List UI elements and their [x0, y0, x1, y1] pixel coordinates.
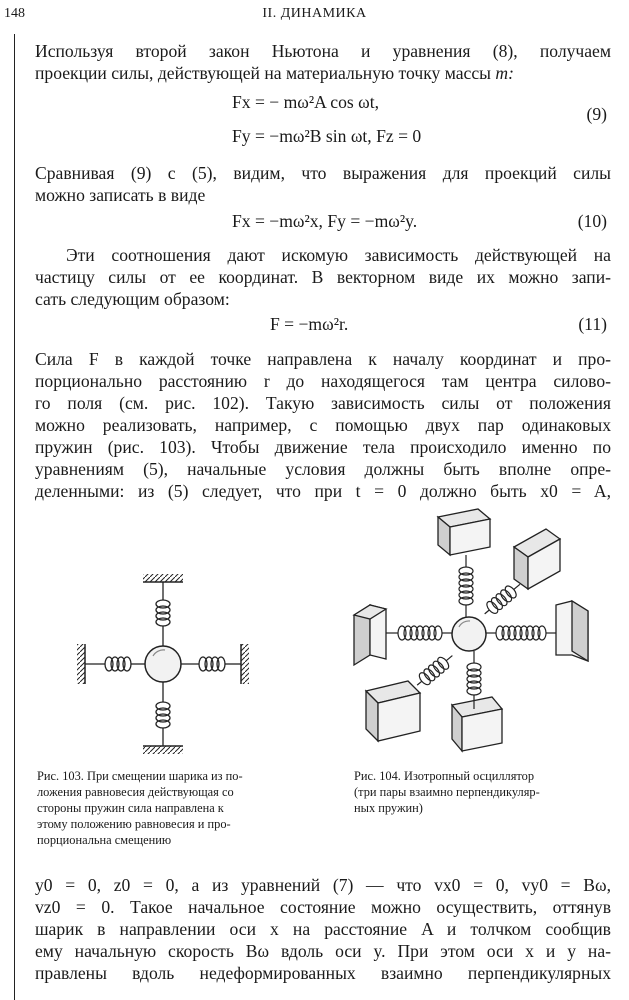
spring-top — [156, 582, 170, 646]
equation-number-11: (11) — [578, 314, 607, 334]
text-line: можно реализовать, например, с помощью двух пар одинаковых — [35, 415, 611, 435]
equation-10: Fx = −mω²x, Fy = −mω²y. — [232, 211, 418, 231]
text-line: го поля (см. рис. 102). Такую зависимость силы от положения — [35, 393, 611, 413]
box-right — [556, 601, 588, 661]
caption-fig103-line: порциональна смещению — [37, 833, 172, 847]
bottom-wall — [143, 746, 183, 754]
text-line: Используя второй закон Ньютона и уравнения (8), получаем — [35, 41, 611, 61]
box-back-right — [514, 529, 560, 589]
equation-9-fx: Fx = − mω²A cos ωt, — [232, 92, 380, 112]
equation-number-10: (10) — [577, 211, 607, 231]
spring-right — [181, 657, 241, 671]
caption-fig103-line: стороны пружин сила направлена к — [37, 801, 224, 815]
text-line: сать следующим образом: — [35, 289, 230, 309]
left-wall — [77, 644, 85, 684]
page-header — [0, 4, 629, 26]
spring-vertical-top — [459, 555, 473, 617]
right-wall — [241, 644, 249, 684]
spring-horizontal-right — [486, 626, 556, 640]
caption-fig103-line: ложения равновесия действующая со — [37, 785, 234, 799]
equation-11: F = −mω²r. — [270, 314, 349, 334]
ball — [145, 646, 181, 682]
text-line: проекции силы, действующей на материальную точку массы m: — [35, 63, 514, 83]
box-left — [354, 605, 386, 665]
text-line: vz0 = 0. Такое начальное состояние можно осуществить, оттянув — [35, 897, 611, 917]
caption-fig103-line: Рис. 103. При смещении шарика из по- — [37, 769, 243, 783]
text-line: ему начальную скорость Bω вдоль оси y. При этом оси x и y на- — [35, 941, 611, 961]
text-line: пружин (рис. 103). Чтобы движение тела происходило именно по — [35, 437, 611, 457]
box-top — [438, 509, 490, 555]
spring-diagonal-front — [413, 650, 457, 690]
caption-fig103-line: этому положению равновесия и про- — [37, 817, 231, 831]
text-line: можно записать в виде — [35, 185, 206, 205]
spring-horizontal-left — [386, 626, 452, 640]
spring-diagonal-back — [480, 579, 524, 619]
figure-103-springs — [75, 572, 275, 762]
text-line: уравнениям (5), начальные условия должны быть вполне опре- — [35, 459, 611, 479]
running-title: II. ДИНАМИКА — [262, 6, 367, 21]
mass-variable: m: — [495, 63, 514, 83]
equation-9-fy: Fy = −mω²B sin ωt, Fz = 0 — [232, 126, 422, 146]
text-line: Эти соотношения дают искомую зависимость действующей на — [66, 245, 611, 265]
margin-rule — [14, 34, 15, 1000]
caption-fig104-line: (три пары взаимно перпендикуляр- — [354, 785, 540, 799]
box-bottom — [452, 697, 502, 751]
text-line: y0 = 0, z0 = 0, а из уравнений (7) — что vx0 = 0, vy0 = Bω, — [35, 875, 611, 895]
text-line: деленными: из (5) следует, что при t = 0 должно быть x0 = A, — [35, 481, 611, 501]
text-line: частицу силы от ее координат. В векторном виде их можно запи- — [35, 267, 611, 287]
box-front-left — [366, 681, 420, 741]
spring-left — [85, 657, 147, 671]
text-line: Сила F в каждой точке направлена к началу координат и про- — [35, 349, 611, 369]
ball — [452, 617, 486, 651]
text-line: правлены вдоль недеформированных взаимно перпендикулярных — [35, 963, 611, 983]
text-line: Сравнивая (9) с (5), видим, что выражения для проекций силы — [35, 163, 611, 183]
figure-104-isotropic-oscillator — [350, 505, 600, 760]
text-line: шарик в направлении оси x на расстояние A и толчком сообщив — [35, 919, 611, 939]
caption-fig104-line: ных пружин) — [354, 801, 423, 815]
page-number: 148 — [4, 6, 25, 21]
caption-fig104-line: Рис. 104. Изотропный осциллятор — [354, 769, 535, 783]
top-wall — [143, 574, 183, 582]
spring-bottom — [156, 682, 170, 746]
equation-number-9: (9) — [586, 104, 607, 124]
text-line: порционально расстоянию r до находящегося там центра силово- — [35, 371, 611, 391]
